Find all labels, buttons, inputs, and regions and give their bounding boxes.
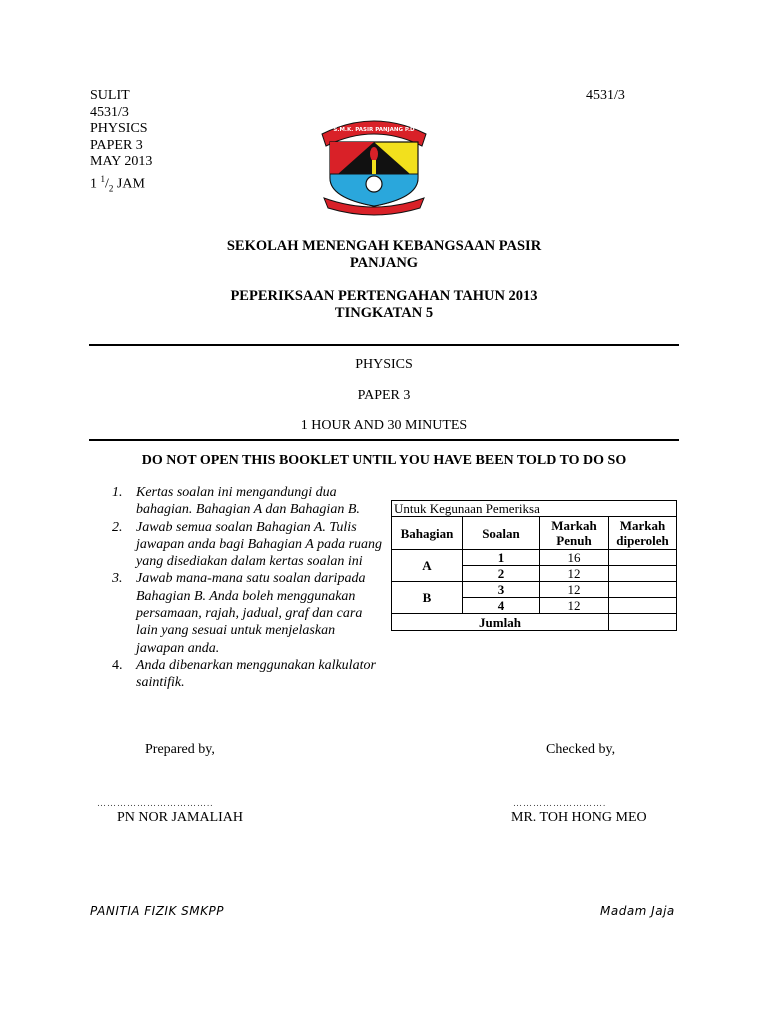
cell-markah-penuh: 16 — [540, 550, 609, 566]
subject-name: PHYSICS — [355, 357, 413, 372]
crest-banner-text: S.M.K. PASIR PANJANG P.D — [333, 127, 415, 133]
subject-paper: PAPER 3 — [357, 388, 411, 403]
prepared-signature-line: …………………………….. — [97, 798, 214, 808]
examiner-table-caption: Untuk Kegunaan Pemeriksa — [392, 501, 677, 517]
examiner-table — [391, 500, 677, 631]
cell-markah-diperoleh[interactable] — [609, 550, 677, 566]
cell-soalan: 4 — [463, 598, 540, 614]
exam-title-line2: TINGKATAN 5 — [334, 305, 434, 321]
instruction-text: Anda dibenarkan menggunakan kalkulator saintifik. — [136, 657, 376, 691]
top-divider — [89, 344, 679, 346]
header-line-paper: PAPER 3 — [90, 137, 143, 153]
table-row — [392, 550, 677, 566]
checked-by-name: MR. TOH HONG MEO — [511, 810, 647, 825]
cell-markah-penuh: 12 — [540, 598, 609, 614]
header-line-sulit: SULIT — [90, 88, 130, 103]
instruction-item — [112, 570, 384, 656]
instruction-number: 4. — [112, 657, 123, 673]
duration-prefix: 1 — [90, 176, 101, 192]
header-bahagian: Bahagian — [392, 517, 463, 550]
exam-title-line1: PEPERIKSAAN PERTENGAHAN TAHUN 2013 — [230, 288, 538, 304]
header-paper-code: 4531/3 — [586, 88, 625, 103]
cell-bahagian: A — [392, 550, 463, 582]
instruction-item — [112, 657, 384, 692]
school-name — [0, 238, 768, 272]
duration-sub: 2 — [108, 182, 114, 193]
header-markah-penuh: Markah Penuh — [540, 517, 609, 550]
cell-jumlah-value[interactable] — [609, 614, 677, 631]
subject-duration: 1 HOUR AND 30 MINUTES — [300, 418, 468, 433]
header-markah-diperoleh: Markah diperoleh — [609, 517, 677, 550]
school-name-line1: SEKOLAH MENENGAH KEBANGSAAN PASIR — [226, 238, 542, 254]
footer-left-text: PANITIA FIZIK SMKPP — [90, 904, 224, 918]
cell-markah-penuh: 12 — [540, 566, 609, 582]
checked-signature-line: ………………………. — [513, 798, 607, 808]
warning-notice: DO NOT OPEN THIS BOOKLET UNTIL YOU HAVE BEEN TOLD TO DO SO — [141, 453, 627, 468]
prepared-by-label: Prepared by, — [145, 742, 215, 757]
instruction-item — [112, 519, 384, 571]
crest-torch-handle — [372, 160, 376, 174]
prepared-by-name: PN NOR JAMALIAH — [117, 810, 244, 825]
instruction-number: 3. — [112, 571, 123, 587]
bottom-divider — [89, 439, 679, 441]
header-line-code: 4531/3 — [90, 104, 129, 120]
header-line-duration: 1 $^1/_2$ JAM — [90, 173, 145, 193]
header-left-block — [90, 88, 152, 196]
cell-soalan: 1 — [463, 550, 540, 566]
cell-markah-diperoleh[interactable] — [609, 582, 677, 598]
footer-right-text: Madam Jaja — [600, 904, 675, 918]
table-total-row — [392, 614, 677, 631]
instruction-number: 1. — [112, 485, 123, 500]
header-line-subject: PHYSICS — [90, 121, 148, 136]
duration-suffix: JAM — [113, 176, 145, 192]
duration-sup: 1 — [100, 173, 105, 184]
exam-title — [0, 288, 768, 322]
school-name-line2: PANJANG — [349, 255, 419, 271]
instruction-number: 2. — [112, 519, 123, 535]
cell-bahagian: B — [392, 582, 463, 614]
header-line-date: MAY 2013 — [90, 154, 153, 169]
instruction-text: Jawab semua soalan Bahagian A. Tulis jawapan anda bagi Bahagian A pada ruang yang disediakan dalam kertas soalan ini — [136, 519, 383, 570]
instructions-list — [112, 484, 384, 692]
cell-markah-diperoleh[interactable] — [609, 598, 677, 614]
header-soalan: Soalan — [463, 517, 540, 550]
instruction-text: Jawab mana-mana satu soalan daripada Bahagian B. Anda boleh menggunakan persamaan, rajah, jadual, graf dan cara lain yang sesuai untuk menjelaskan jawapan anda. — [136, 571, 366, 656]
table-row — [392, 582, 677, 598]
cell-markah-diperoleh[interactable] — [609, 566, 677, 582]
crest-torch-flame — [370, 147, 378, 161]
crest-emblem — [366, 176, 382, 192]
school-crest-logo — [318, 112, 430, 216]
cell-jumlah-label: Jumlah — [392, 614, 609, 631]
instruction-text: Kertas soalan ini mengandungi dua bahagian. Bahagian A dan Bahagian B. — [136, 485, 360, 518]
checked-by-label: Checked by, — [546, 742, 616, 757]
instruction-item — [112, 484, 384, 519]
cell-soalan: 3 — [463, 582, 540, 598]
cell-soalan: 2 — [463, 566, 540, 582]
cell-markah-penuh: 12 — [540, 582, 609, 598]
